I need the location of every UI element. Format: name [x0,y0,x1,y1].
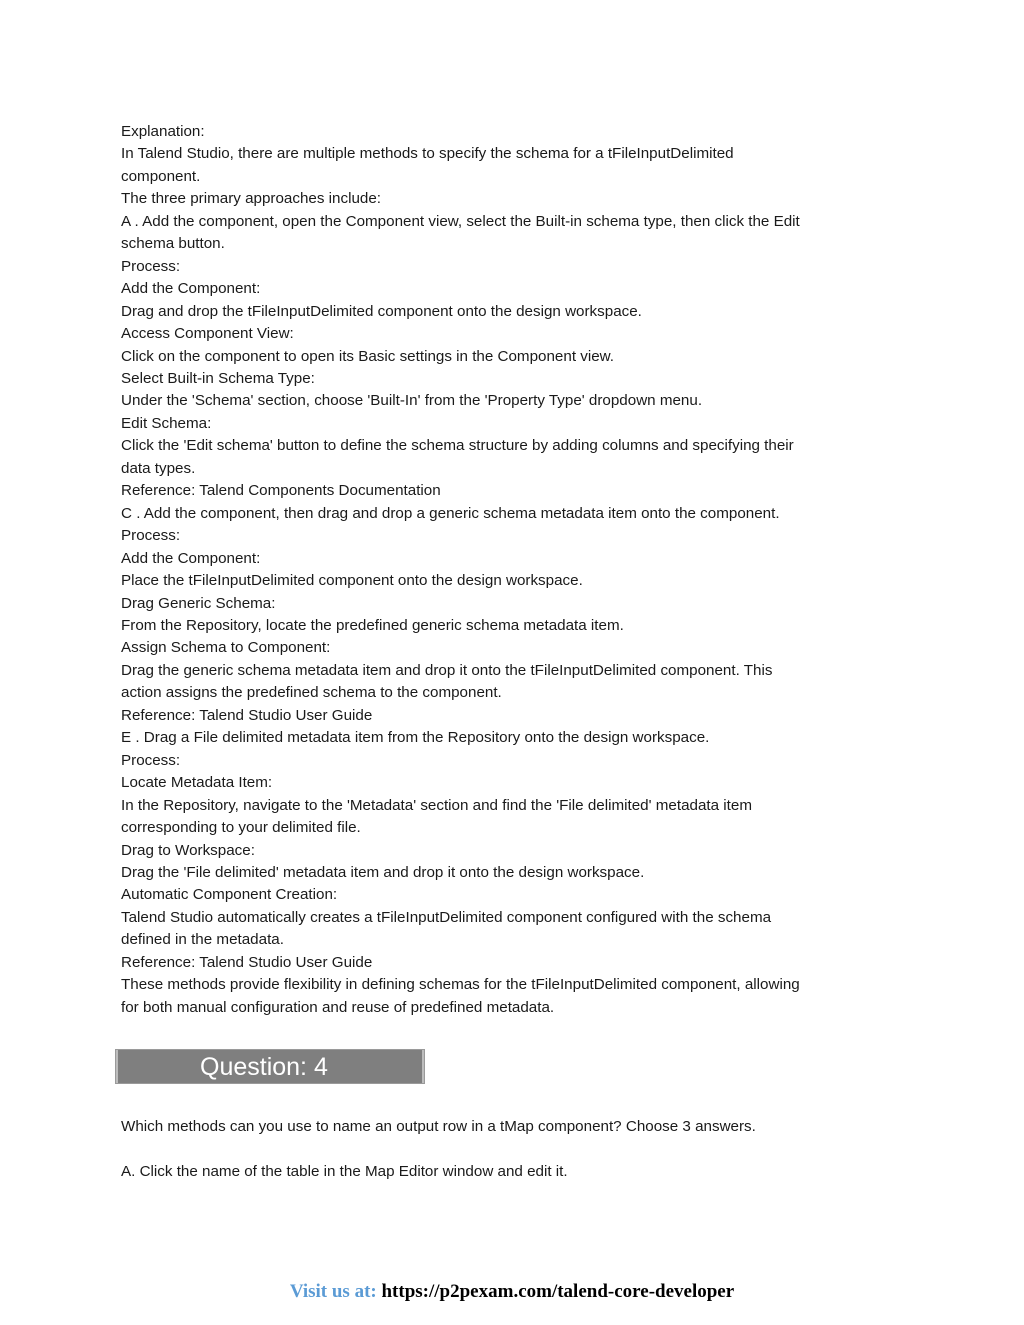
explanation-line: The three primary approaches include: [121,190,382,208]
explanation-line: component. [121,167,201,185]
explanation-line: Drag Generic Schema: [121,594,276,612]
question-text: Which methods can you use to name an output row in a tMap component? Choose 3 answers. [121,1118,756,1135]
explanation-line: Reference: Talend Studio User Guide [121,953,373,971]
explanation-line: Process: [121,257,181,275]
explanation-line: Add the Component: [121,549,261,567]
explanation-line: Add the Component: [121,280,261,298]
explanation-block [121,121,901,1019]
explanation-line: Reference: Talend Studio User Guide [121,706,373,724]
explanation-line: Reference: Talend Components Documentation [121,482,441,500]
explanation-line: Select Built-in Schema Type: [121,369,315,387]
footer-url-link[interactable]: https://p2pexam.com/talend-core-developer [381,1281,735,1302]
explanation-line: A . Add the component, open the Component view, select the Built-in schema type, then click the Edit [121,212,800,230]
explanation-line: In Talend Studio, there are multiple methods to specify the schema for a tFileInputDelimited [121,145,734,163]
explanation-line: corresponding to your delimited file. [121,819,361,837]
explanation-line: Drag and drop the tFileInputDelimited component onto the design workspace. [121,302,642,320]
explanation-line: Locate Metadata Item: [121,774,273,792]
explanation-line: schema button. [121,235,225,253]
explanation-line: Process: [121,751,181,769]
explanation-line: action assigns the predefined schema to the component. [121,684,502,702]
explanation-line: In the Repository, navigate to the 'Metadata' section and find the 'File delimited' metadata item [121,796,752,814]
explanation-line: Under the 'Schema' section, choose 'Built-In' from the 'Property Type' dropdown menu. [121,392,703,410]
explanation-line: Edit Schema: [121,414,212,432]
explanation-line: Process: [121,527,181,545]
explanation-line: C . Add the component, then drag and drop a generic schema metadata item onto the component. [121,504,780,522]
explanation-line: These methods provide flexibility in defining schemas for the tFileInputDelimited component, allowing [121,976,800,994]
question-banner [115,1049,425,1084]
explanation-line: Place the tFileInputDelimited component onto the design workspace. [121,572,583,590]
question-title: Question: 4 [200,1053,328,1081]
explanation-line: Assign Schema to Component: [121,639,331,657]
explanation-line: Explanation: [121,123,205,140]
footer [0,1281,1024,1303]
explanation-line: From the Repository, locate the predefined generic schema metadata item. [121,616,624,634]
explanation-line: Talend Studio automatically creates a tFileInputDelimited component configured with the schema [121,908,772,926]
explanation-line: Drag the 'File delimited' metadata item and drop it onto the design workspace. [121,863,645,881]
footer-visit-label: Visit us at: [289,1281,382,1302]
explanation-line: Drag the generic schema metadata item and drop it onto the tFileInputDelimited component. This [121,661,773,679]
answer-option-a: A. Click the name of the table in the Map Editor window and edit it. [121,1163,568,1180]
explanation-line: Click on the component to open its Basic settings in the Component view. [121,347,615,365]
explanation-line: defined in the metadata. [121,931,284,949]
explanation-line: Click the 'Edit schema' button to define the schema structure by adding columns and specifying their [121,437,794,455]
explanation-line: Access Component View: [121,325,294,343]
explanation-line: for both manual configuration and reuse of predefined metadata. [121,998,555,1016]
explanation-line: E . Drag a File delimited metadata item from the Repository onto the design workspace. [121,729,710,747]
explanation-line: data types. [121,459,196,477]
explanation-line: Drag to Workspace: [121,841,255,859]
explanation-line: Automatic Component Creation: [121,886,338,904]
